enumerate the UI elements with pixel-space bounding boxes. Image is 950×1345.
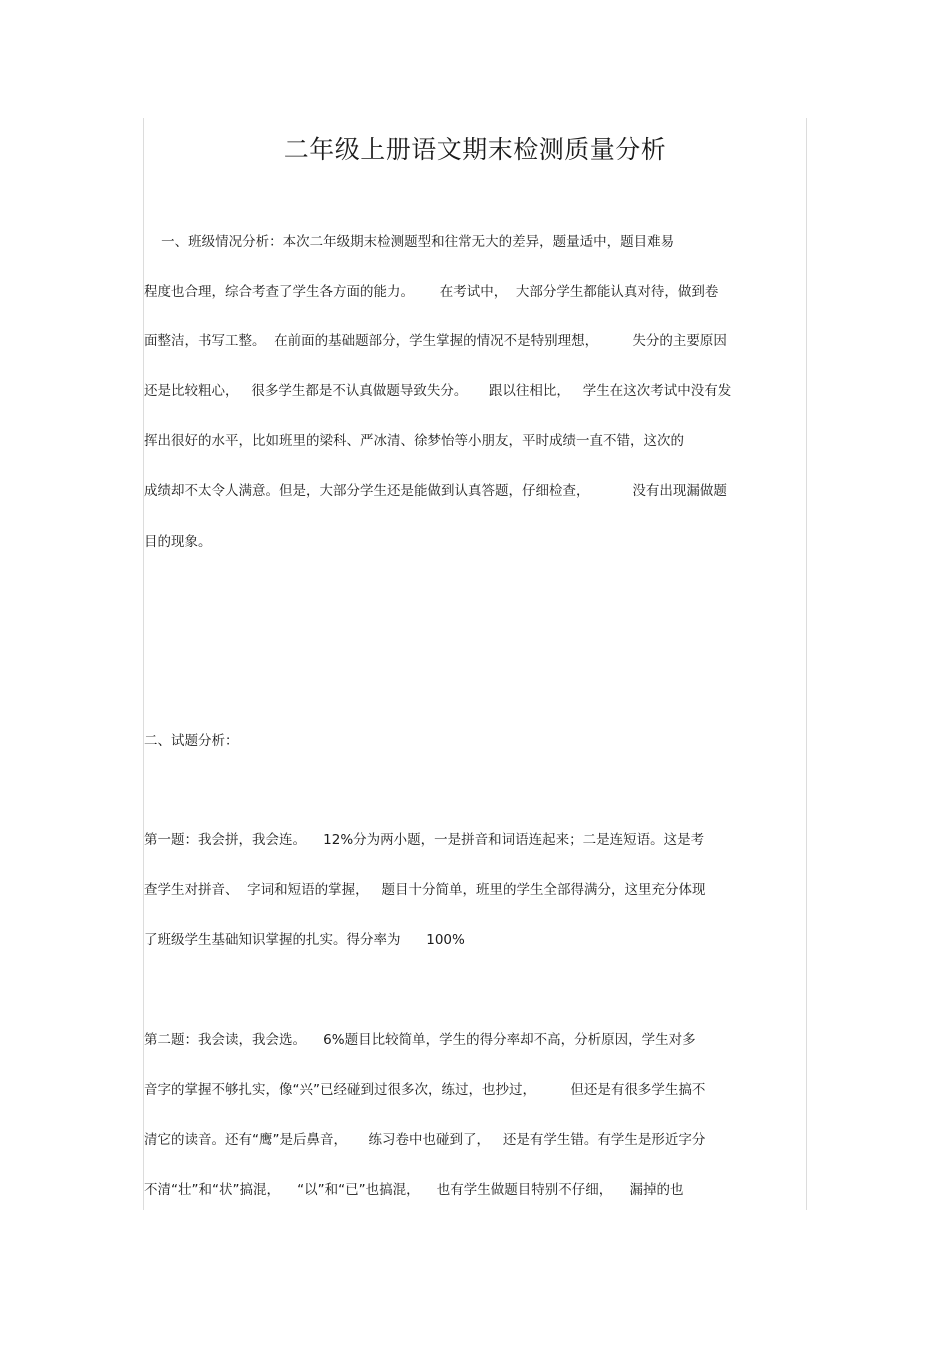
paragraph-line: 了班级学生基础知识掌握的扎实。得分率为 100%	[144, 932, 465, 948]
paragraph-line: 还是比较粗心， 很多学生都是不认真做题导致失分。 跟以往相比， 学生在这次考试中没有发	[144, 383, 732, 399]
paragraph-line: 目的现象。	[144, 534, 212, 550]
section-heading: 二、试题分析：	[144, 733, 239, 749]
paragraph-line: 成绩却不太令人满意。但是，大部分学生还是能做到认真答题，仔细检查， 没有出现漏做题	[144, 483, 727, 499]
paragraph-line: 面整洁，书写工整。 在前面的基础题部分，学生掌握的情况不是特别理想， 失分的主要原因	[144, 333, 727, 349]
paragraph-line: 第二题：我会读，我会选。 6%题目比较简单，学生的得分率却不高，分析原因，学生对多	[144, 1032, 696, 1048]
paragraph-line: 不清“壮”和“状”搞混， “以”和“已”也搞混， 也有学生做题目特别不仔细， 漏掉的也	[144, 1182, 684, 1198]
document-title: 二年级上册语文期末检测质量分析	[283, 135, 667, 164]
paragraph-line: 清它的读音。还有“鹰”是后鼻音， 练习卷中也碰到了， 还是有学生错。有学生是形近字分	[144, 1132, 706, 1148]
paragraph-line: 一、班级情况分析：本次二年级期末检测题型和往常无大的差异，题量适中，题目难易	[144, 234, 675, 250]
paragraph-line: 程度也合理，综合考查了学生各方面的能力。 在考试中， 大部分学生都能认真对待，做到卷	[144, 284, 719, 300]
paragraph-line: 查学生对拼音、 字词和短语的掌握， 题目十分简单，班里的学生全部得满分，这里充分体现	[144, 882, 706, 898]
paragraph-line: 音字的掌握不够扎实，像“兴”已经碰到过很多次，练过，也抄过， 但还是有很多学生搞不	[144, 1082, 706, 1098]
paragraph-line: 挥出很好的水平，比如班里的梁科、严冰清、徐梦怡等小朋友，平时成绩一直不错，这次的	[144, 433, 684, 449]
paragraph-line: 第一题：我会拼，我会连。 12%分为两小题，一是拼音和词语连起来；二是连短语。这是考	[144, 832, 705, 848]
page-right-border	[806, 118, 807, 1210]
